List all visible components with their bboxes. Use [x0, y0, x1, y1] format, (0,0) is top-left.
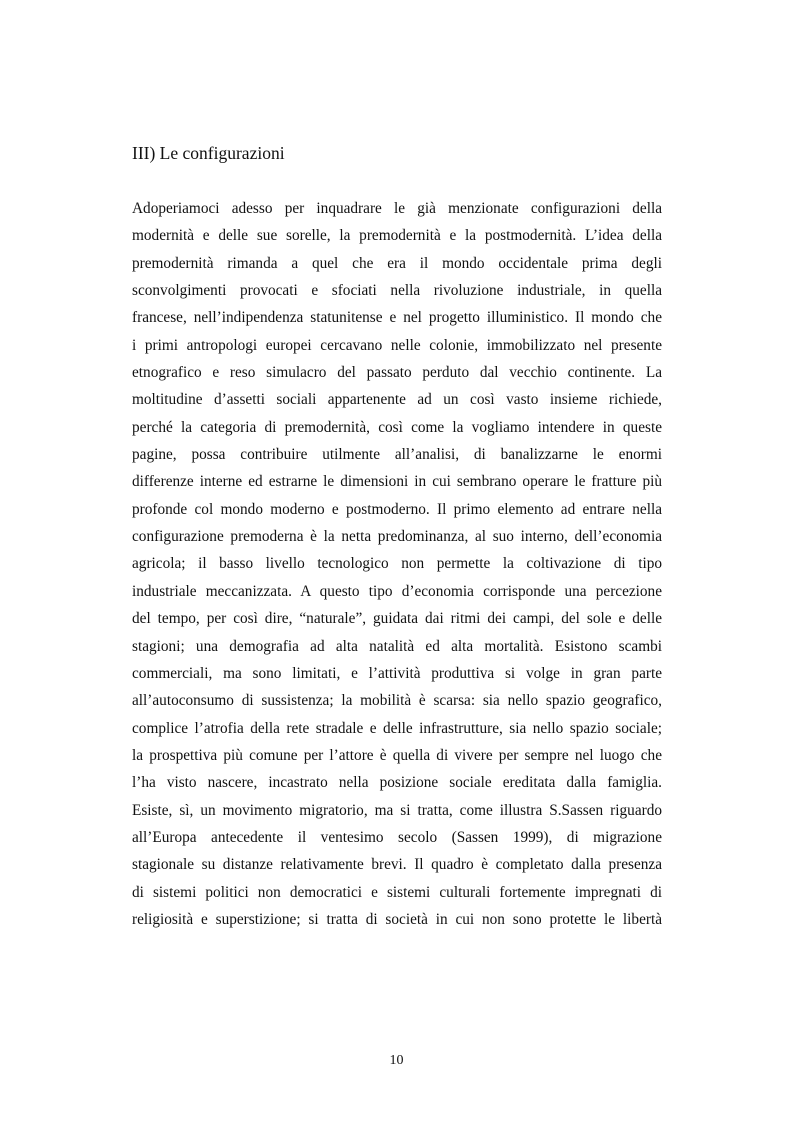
paragraph-line: del tempo, per così dire, “naturale”, guidata dai ritmi dei campi, del sole e delle: [132, 610, 662, 628]
section-heading: III) Le configurazioni: [132, 143, 285, 163]
paragraph-line: profonde col mondo moderno e postmoderno. Il primo elemento ad entrare nella: [132, 500, 662, 518]
paragraph-line: all’autoconsumo di sussistenza; la mobilità è scarsa: sia nello spazio geografico,: [132, 692, 662, 710]
paragraph-line: religiosità e superstizione; si tratta di società in cui non sono protette le libertà: [132, 910, 662, 928]
paragraph-line: industriale meccanizzata. A questo tipo d’economia corrisponde una percezione: [132, 582, 662, 600]
paragraph-line: etnografico e reso simulacro del passato perduto dal vecchio continente. La: [132, 364, 662, 382]
paragraph-line: perché la categoria di premodernità, così come la vogliamo intendere in queste: [132, 418, 662, 436]
paragraph-line: stagioni; una demografia ad alta natalità ed alta mortalità. Esistono scambi: [132, 637, 662, 655]
paragraph-line: l’ha visto nascere, incastrato nella posizione sociale ereditata dalla famiglia.: [132, 774, 662, 792]
paragraph-line: configurazione premoderna è la netta predominanza, al suo interno, dell’economia: [132, 528, 662, 546]
paragraph-line: commerciali, ma sono limitati, e l’attività produttiva si volge in gran parte: [132, 664, 662, 682]
paragraph-line: differenze interne ed estrarne le dimensioni in cui sembrano operare le fratture più: [132, 473, 662, 491]
paragraph-line: stagionale su distanze relativamente brevi. Il quadro è completato dalla presenza: [132, 856, 662, 874]
body-paragraph: [132, 195, 662, 933]
paragraph-line: sconvolgimenti provocati e sfociati nella rivoluzione industriale, in quella: [132, 282, 662, 300]
paragraph-line: modernità e delle sue sorelle, la premodernità e la postmodernità. L’idea della: [132, 227, 662, 245]
paragraph-line: all’Europa antecedente il ventesimo secolo (Sassen 1999), di migrazione: [132, 828, 662, 846]
paragraph-line: premodernità rimanda a quel che era il mondo occidentale prima degli: [132, 254, 662, 272]
paragraph-line: la prospettiva più comune per l’attore è quella di vivere per sempre nel luogo che: [132, 746, 662, 764]
paragraph-line: complice l’atrofia della rete stradale e delle infrastrutture, sia nello spazio sociale;: [132, 719, 662, 737]
paragraph-line: agricola; il basso livello tecnologico non permette la coltivazione di tipo: [132, 555, 662, 573]
page-number: 10: [389, 1053, 404, 1068]
paragraph-line: Adoperiamoci adesso per inquadrare le già menzionate configurazioni della: [132, 200, 662, 217]
paragraph-line: francese, nell’indipendenza statunitense e nel progetto illuministico. Il mondo che: [132, 309, 662, 327]
paragraph-line: i primi antropologi europei cercavano nelle colonie, immobilizzato nel presente: [132, 336, 662, 354]
paragraph-line: pagine, possa contribuire utilmente all’analisi, di banalizzarne le enormi: [132, 446, 662, 464]
paragraph-line: moltitudine d’assetti sociali appartenente ad un così vasto insieme richiede,: [132, 391, 662, 409]
paragraph-line: di sistemi politici non democratici e sistemi culturali fortemente impregnati di: [132, 883, 662, 901]
paragraph-line: Esiste, sì, un movimento migratorio, ma si tratta, come illustra S.Sassen riguardo: [132, 801, 662, 819]
